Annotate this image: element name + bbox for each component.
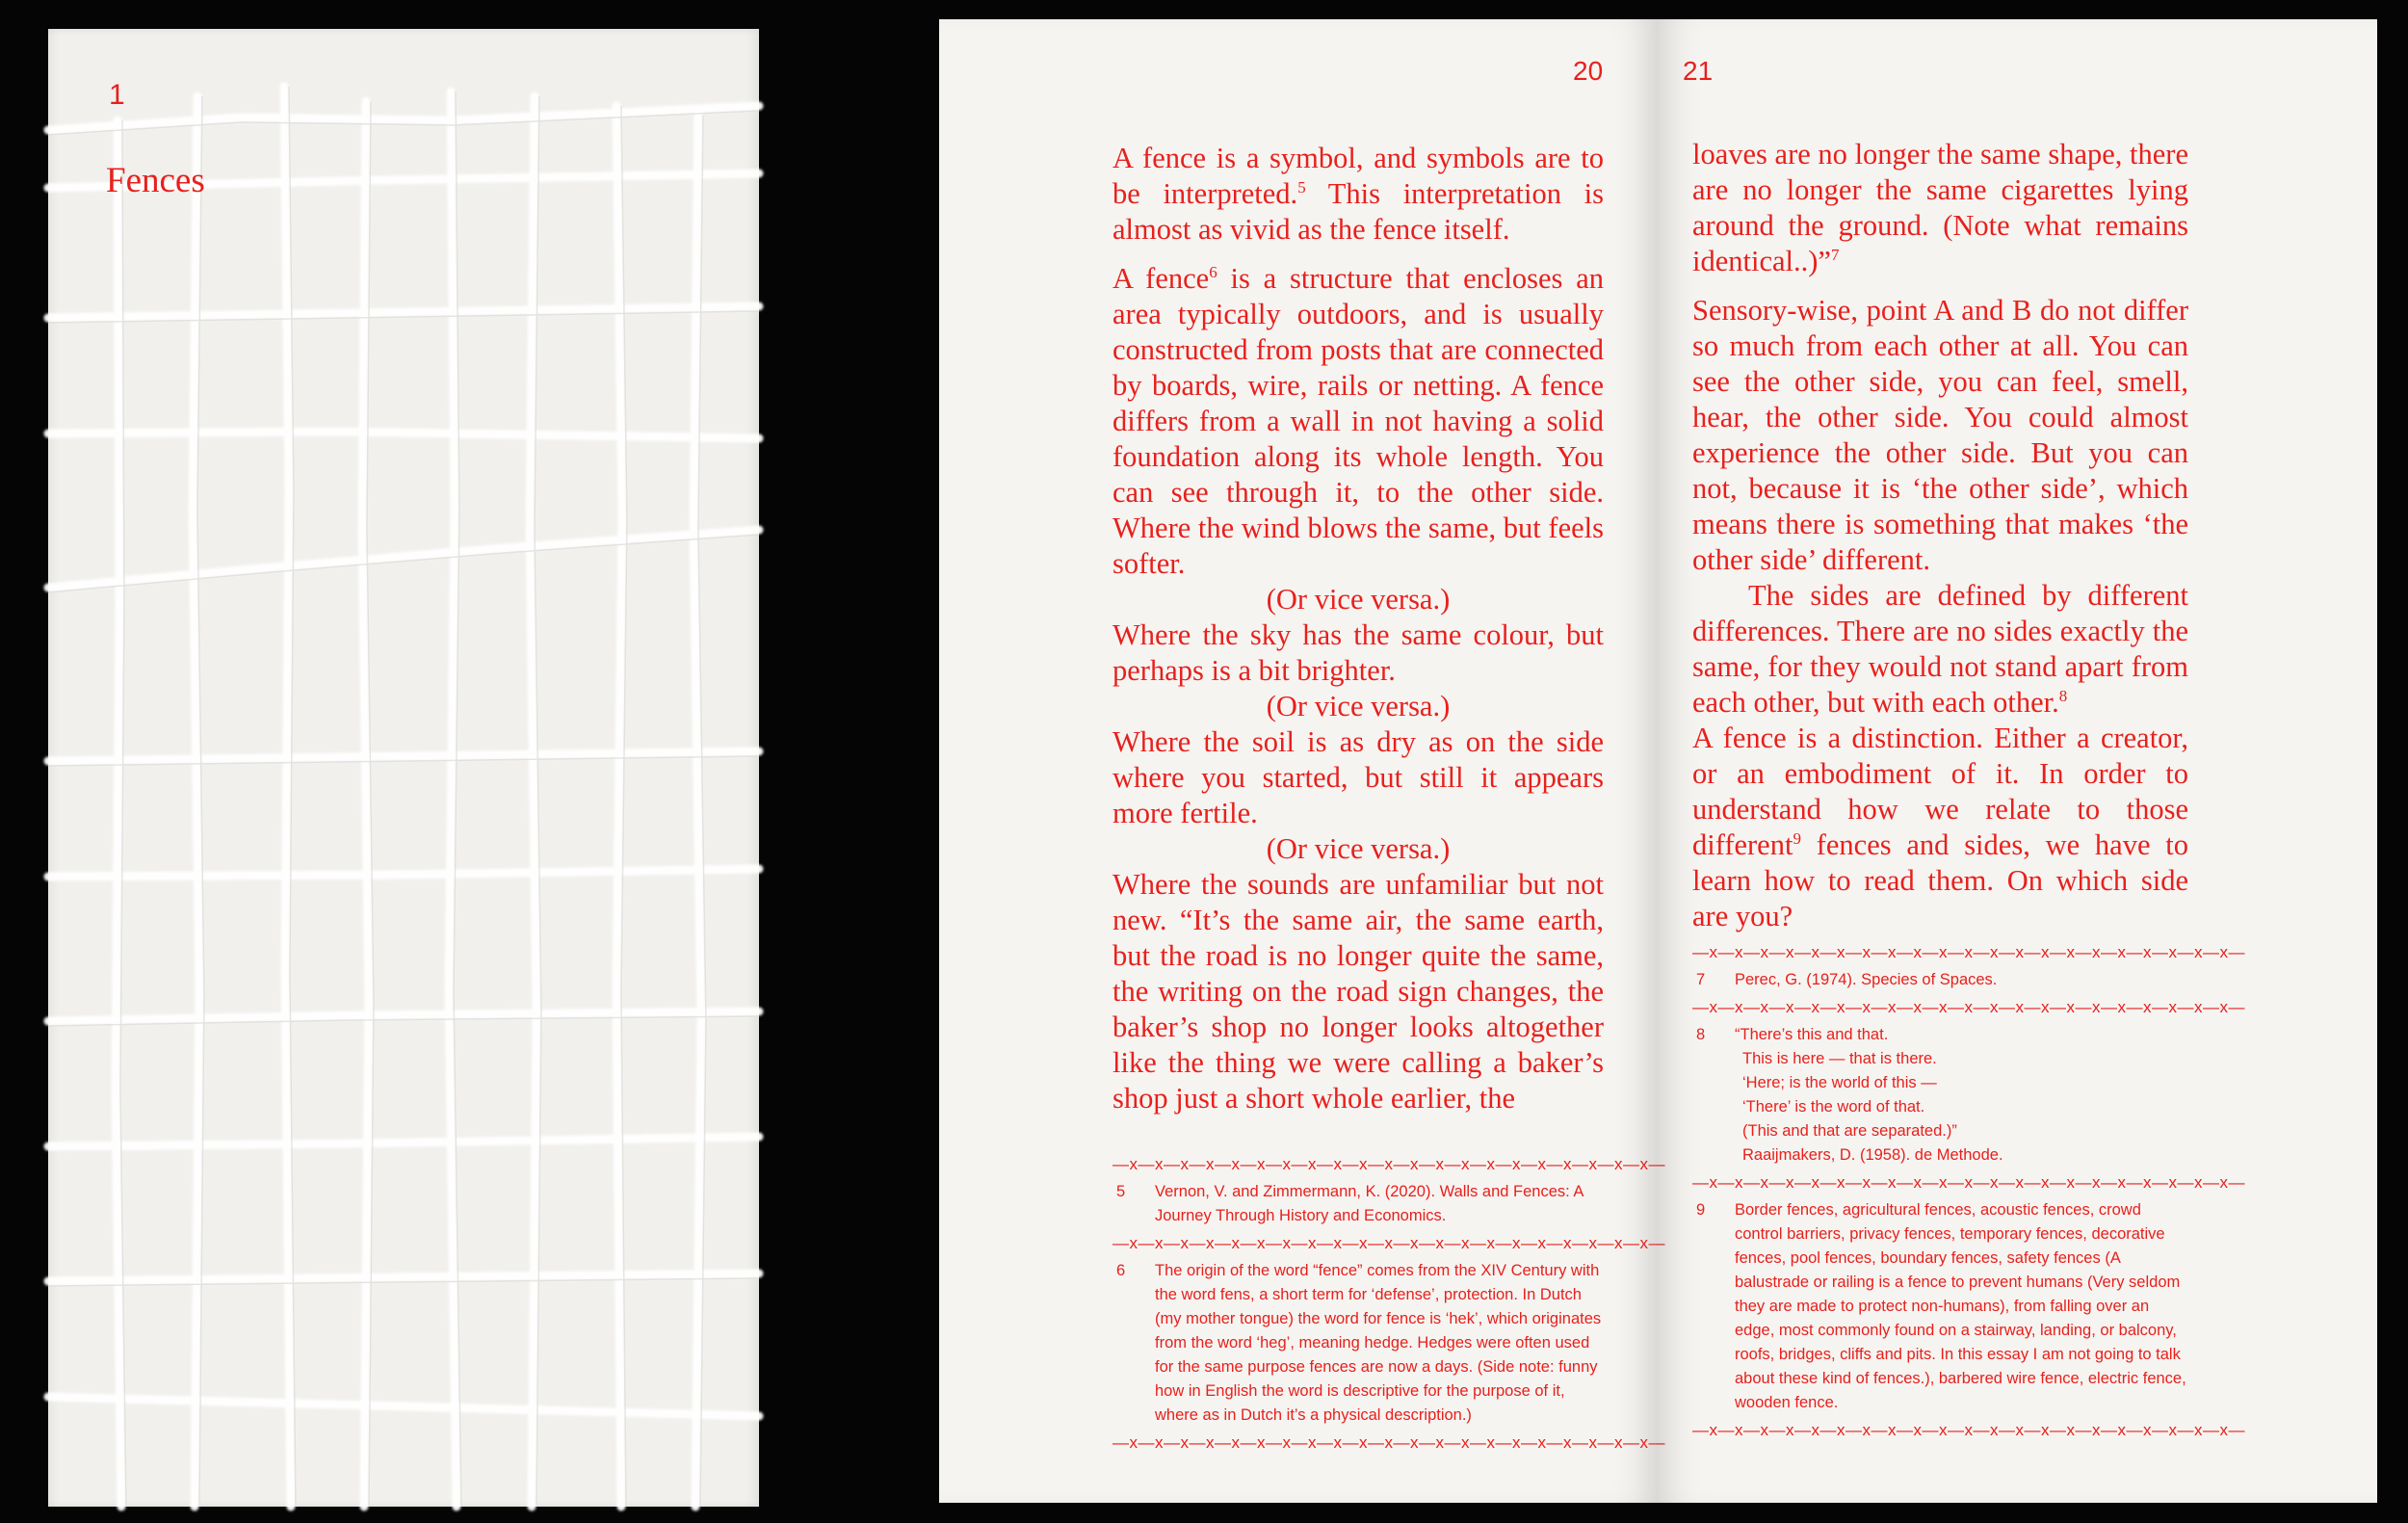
paragraph: A fence$^6$ is a structure that encloses an area typically outdoors, and is usually constructed from posts that are connected by boards, wire, rails or netting. A fence differs from a wall in not having a solid foundation along its whole length. You can see through it, to the other side. Where the wind blows the same, but feels softer. (1112, 262, 1604, 580)
separator: —x—x—x—x—x—x—x—x—x—x—x—x—x—x—x—x—x—x—x—x—x— (1112, 1155, 1665, 1173)
page-20 (939, 19, 1665, 1503)
footnote-6: 6 The origin of the word “fence” comes from the XIV Century with the word fens, a short term for ‘defense’, protection. In Dutch (my mother tongue) the word for fence is ‘hek’, which originates from the word ‘heg’, meaning hedge. Hedges were often used for the same purpose fences are now a days. (Side note: funny how in English the word is descriptive for the purpose of it, where as in Dutch it’s a physical description.) (1116, 1262, 1602, 1424)
separator: —x—x—x—x—x—x—x—x—x—x—x—x—x—x—x—x—x—x—x—x—x— (1112, 1234, 1665, 1252)
book-spread (939, 19, 2377, 1503)
paragraph: A fence is a distinction. Either a creator, or an embodiment of it. In order to understand how we relate to those different$^9$ fences and sides, we have to learn how to read them. On which side are you? (1692, 722, 2188, 932)
footnote-7: 7 Perec, G. (1974). Species of Spaces. (1696, 971, 1998, 988)
paragraph: Where the soil is as dry as on the side where you started, but still it appears more fertile. (1112, 725, 1604, 829)
paragraph: (Or vice versa.) (1266, 690, 1451, 722)
footnote-5: 5 Vernon, V. and Zimmermann, K. (2020). Walls and Fences: A Journey Through History and Economics. (1116, 1183, 1584, 1224)
paragraph: Sensory-wise, point A and B do not differ so much from each other at all. You can see the other side, you can feel, smell, hear, the other side. You could almost experience the other side. But you can not, because it is ‘the other side’, which means there is something that makes ‘the other side’ different. (1692, 294, 2188, 576)
cover-title: Fences (106, 161, 205, 200)
separator: —x—x—x—x—x—x—x—x—x—x—x—x—x—x—x—x—x—x—x—x—x— (1692, 1173, 2245, 1192)
cover-page-number: 1 (109, 79, 125, 111)
paragraph: A fence is a symbol, and symbols are to be interpreted.$^5$ This interpretation is almost as vivid as the fence itself. (1112, 142, 1605, 246)
embossed-grid-pattern (48, 29, 759, 1507)
footnotes (1112, 1154, 1665, 1454)
body-text (1692, 137, 2188, 934)
paragraph: (Or vice versa.) (1266, 832, 1451, 865)
body-text (1112, 141, 1604, 1116)
paragraph: Where the sky has the same colour, but perhaps is a bit brighter. (1112, 618, 1604, 687)
page-number: 20 (1573, 56, 1604, 86)
paragraph: Where the sounds are unfamiliar but not new. “It’s the same air, the same earth, but the road is no longer quite the same, the writing on the road sign changes, the baker’s shop no longer looks altogether like the thing we were calling a baker’s shop just a short whole earlier, the (1112, 868, 1604, 1115)
page-number: 21 (1683, 56, 1714, 86)
paragraph: (Or vice versa.) (1266, 583, 1451, 616)
page-21 (1657, 19, 2377, 1503)
paragraph: The sides are defined by different differences. There are no sides exactly the same, for they would not stand apart from each other, but with each other.$^8$ (1692, 579, 2188, 719)
separator: —x—x—x—x—x—x—x—x—x—x—x—x—x—x—x—x—x—x—x—x—x— (1692, 943, 2245, 961)
separator: —x—x—x—x—x—x—x—x—x—x—x—x—x—x—x—x—x—x—x—x—x— (1112, 1433, 1665, 1452)
cover-page (48, 29, 759, 1507)
footnote-8: 8 “There’s this and that. This is here — that is there. ‘Here; is the world of this — ‘There’ is the word of that. (This and that are separated.)” Raaijmakers, D. (1958). de Methode. (1696, 1026, 2003, 1164)
separator: —x—x—x—x—x—x—x—x—x—x—x—x—x—x—x—x—x—x—x—x—x— (1692, 1421, 2245, 1439)
footnotes (1692, 942, 2245, 1441)
paragraph: loaves are no longer the same shape, there are no longer the same cigarettes lying around the ground. (Note what remains identical..)”$^7$ (1692, 138, 2188, 277)
separator: —x—x—x—x—x—x—x—x—x—x—x—x—x—x—x—x—x—x—x—x—x— (1692, 998, 2245, 1016)
footnote-9: 9 Border fences, agricultural fences, acoustic fences, crowd control barriers, privacy fences, temporary fences, decorative fences, pool fences, boundary fences, safety fences (A balustrade or railing is a fence to prevent humans (Very seldom they are made to protect non-humans), from falling over an edge, most commonly found on a stairway, landing, or balcony, roofs, bridges, cliffs and pits. In this essay I am not going to talk about these kind of fences.), barbered wire fence, electric fence, wooden fence. (1696, 1201, 2186, 1411)
